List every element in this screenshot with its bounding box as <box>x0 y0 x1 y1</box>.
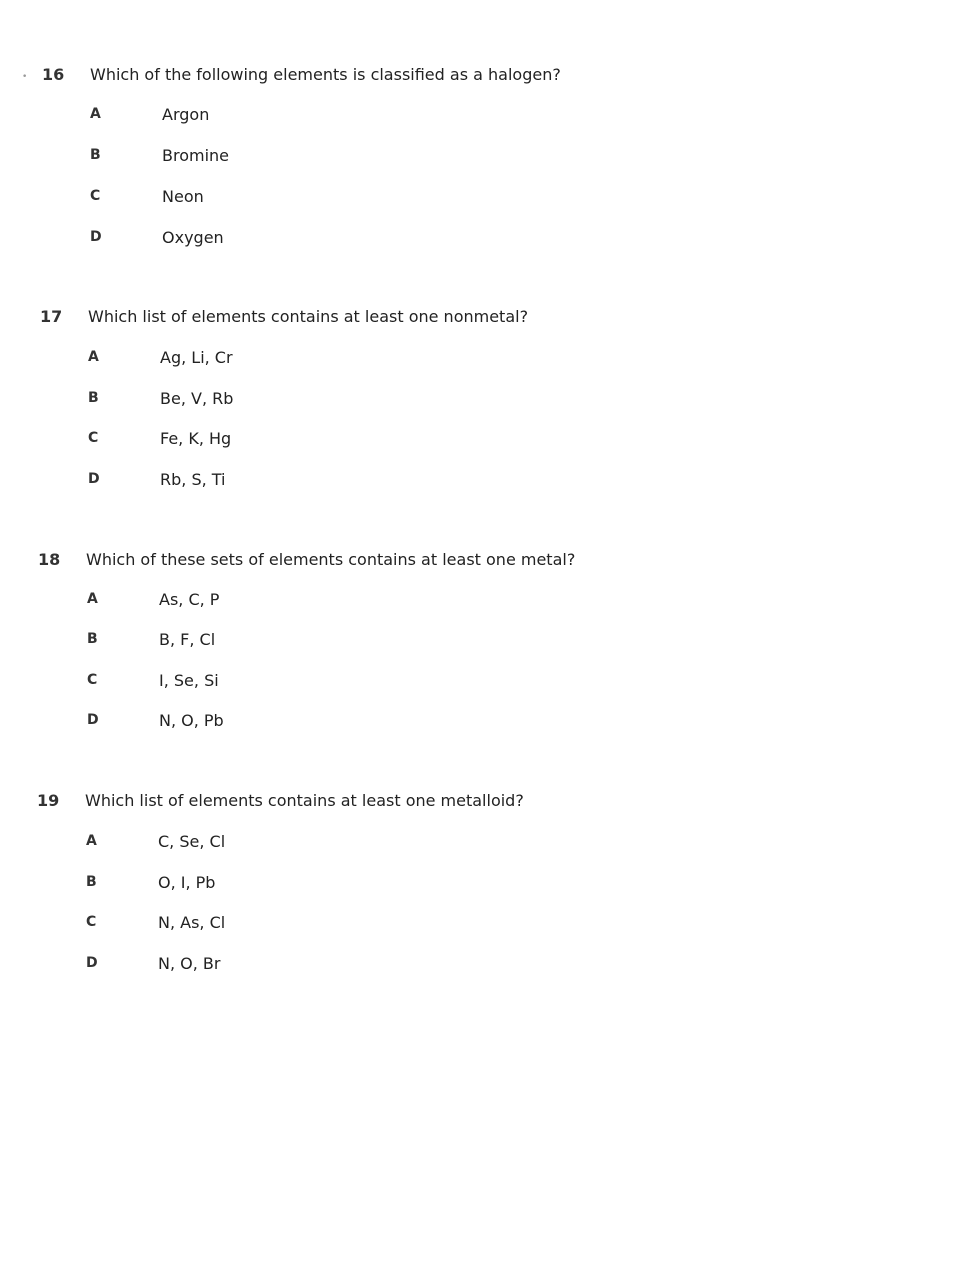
choice-letter: A <box>86 833 97 849</box>
choice-text: Argon <box>162 104 210 124</box>
answer-choice-b[interactable] <box>88 387 233 409</box>
choice-letter: C <box>87 672 98 688</box>
answer-choice-d[interactable] <box>86 952 220 974</box>
scan-mark: • <box>22 72 28 82</box>
question-text: Which list of elements contains at least one nonmetal? <box>88 306 529 326</box>
choice-letter: C <box>90 188 101 204</box>
answer-choice-b[interactable] <box>90 144 229 166</box>
answer-choice-d[interactable] <box>90 226 224 248</box>
question-header <box>42 63 561 85</box>
choice-text: Bromine <box>162 145 230 165</box>
choice-letter: A <box>88 349 99 365</box>
question-text: Which of these sets of elements contains at least one metal? <box>86 549 576 569</box>
choice-text: Ag, Li, Cr <box>160 347 233 367</box>
choice-text: I, Se, Si <box>159 670 219 690</box>
choice-letter: A <box>87 591 98 607</box>
choice-text: Neon <box>162 186 204 206</box>
choice-letter: D <box>87 712 99 728</box>
choice-text: N, O, Pb <box>159 710 224 730</box>
choice-letter: D <box>88 471 100 487</box>
answer-choice-a[interactable] <box>90 103 209 125</box>
choice-letter: D <box>90 229 102 245</box>
answer-choice-c[interactable] <box>88 427 231 449</box>
choice-letter: C <box>88 430 99 446</box>
answer-choice-c[interactable] <box>87 669 219 691</box>
answer-choice-a[interactable] <box>86 830 225 852</box>
choice-letter: A <box>90 106 101 122</box>
choice-text: N, O, Br <box>158 953 221 973</box>
answer-choice-d[interactable] <box>88 468 226 490</box>
choice-letter: B <box>87 631 98 647</box>
answer-choice-b[interactable] <box>86 871 215 893</box>
question-number: 17 <box>40 306 63 326</box>
question-text: Which of the following elements is classified as a halogen? <box>90 64 561 84</box>
question-number: 16 <box>42 64 65 84</box>
question-header <box>37 789 524 811</box>
answer-choice-a[interactable] <box>87 588 219 610</box>
choice-text: Oxygen <box>162 227 224 247</box>
question-header <box>38 548 575 570</box>
choice-letter: C <box>86 914 97 930</box>
answer-choice-c[interactable] <box>86 911 225 933</box>
choice-letter: B <box>86 874 97 890</box>
answer-choice-a[interactable] <box>88 346 233 368</box>
choice-letter: B <box>88 390 99 406</box>
choice-text: B, F, Cl <box>159 629 216 649</box>
question-number: 18 <box>38 549 61 569</box>
choice-text: O, I, Pb <box>158 872 216 892</box>
choice-text: Rb, S, Ti <box>160 469 226 489</box>
question-number: 19 <box>37 790 60 810</box>
answer-choice-c[interactable] <box>90 185 204 207</box>
choice-text: Fe, K, Hg <box>160 428 232 448</box>
question-text: Which list of elements contains at least one metalloid? <box>85 790 524 810</box>
answer-choice-d[interactable] <box>87 709 224 731</box>
choice-letter: D <box>86 955 98 971</box>
answer-choice-b[interactable] <box>87 628 215 650</box>
choice-text: As, C, P <box>159 589 220 609</box>
choice-text: N, As, Cl <box>158 912 226 932</box>
question-header <box>40 305 528 327</box>
choice-text: C, Se, Cl <box>158 831 226 851</box>
choice-letter: B <box>90 147 101 163</box>
choice-text: Be, V, Rb <box>160 388 234 408</box>
